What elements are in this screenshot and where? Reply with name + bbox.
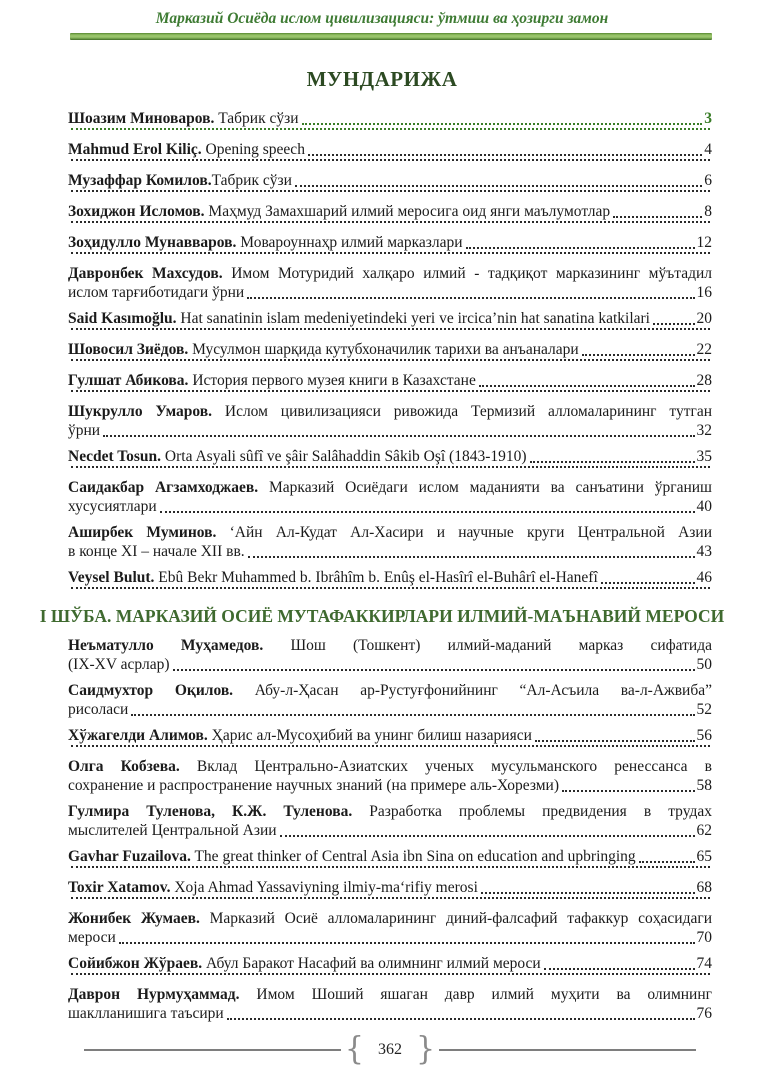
toc-entry-line2: [68, 1004, 712, 1023]
toc-entry-line: [68, 171, 712, 190]
toc-entry-title-continued: мероси: [68, 929, 116, 946]
dot-leader: [530, 461, 695, 463]
toc-entry: [68, 878, 712, 902]
toc-entry-line2: [68, 973, 712, 978]
dot-leader: [71, 745, 710, 747]
toc-entry: [68, 726, 712, 750]
toc-entry-text: [68, 265, 712, 282]
toc-entry-line: [68, 233, 712, 252]
toc-entry-title: Имом Мотуридий халқаро илмий - тадқиқот марказининг мўътадил: [231, 265, 713, 282]
toc-entry-page: 50: [696, 656, 712, 673]
toc-list: [68, 109, 712, 592]
toc-entry-author: Хўжагелди Алимов.: [68, 727, 208, 744]
toc-entry-author: Жонибек Жумаев.: [68, 910, 200, 927]
toc-entry-text: [68, 403, 712, 420]
toc-list-section1: [68, 636, 712, 1023]
footer-right-brace: }: [416, 1031, 436, 1068]
dot-leader: [71, 973, 710, 975]
toc-entry-author: Necdet Tosun.: [68, 448, 162, 465]
toc-entry-title: Opening speech: [205, 141, 305, 158]
page-number: 362: [378, 1041, 402, 1058]
toc-entry-text: [68, 171, 292, 190]
dot-leader: [295, 185, 702, 187]
dot-leader: [227, 1018, 695, 1020]
toc-entry: [68, 847, 712, 871]
toc-entry-page: 56: [696, 727, 712, 744]
toc-entry-line: [68, 447, 712, 466]
toc-entry-line2: [68, 283, 712, 302]
toc-entry-page: 70: [696, 929, 712, 946]
toc-entry-title: Ислом цивилизацияси ривожида Термизий алломаларининг тутган: [224, 403, 712, 420]
toc-entry-page: 4: [704, 141, 712, 158]
toc-entry-line: [68, 523, 712, 542]
dot-leader: [131, 714, 694, 716]
toc-entry-title-continued: ислом тарғиботидаги ўрни: [68, 284, 245, 301]
toc-entry-title-continued: рисоласи: [68, 701, 129, 718]
toc-entry-page: 12: [696, 234, 712, 251]
dot-leader: [481, 892, 695, 894]
toc-entry: [68, 402, 712, 440]
toc-entry: [68, 309, 712, 333]
toc-entry-line: [68, 264, 712, 283]
toc-entry-author: Саидакбар Агзамходжаев.: [68, 479, 259, 496]
toc-entry: [68, 171, 712, 195]
toc-entry: [68, 140, 712, 164]
dot-leader: [544, 968, 695, 970]
toc-entry-author: Зохиджон Исломов.: [68, 203, 205, 220]
toc-entry-page: 3: [704, 110, 712, 127]
toc-entry-line: [68, 985, 712, 1004]
toc-entry: [68, 109, 712, 133]
toc-entry-page: 58: [696, 777, 712, 794]
header-divider-bar: [70, 33, 712, 40]
toc-entry-title: Ҳарис ал-Мусоҳибий ва унинг билиш назарияси: [211, 727, 532, 744]
toc-entry-line2: [68, 587, 712, 592]
dot-leader: [71, 897, 710, 899]
toc-entry-text: [68, 309, 650, 328]
toc-entry-title: Имом Шоший яшаган давр илмий муҳити ва олимнинг: [256, 986, 713, 1003]
toc-entry-text: [68, 726, 532, 745]
toc-entry-text: [68, 202, 610, 221]
toc-entry-title-continued: ўрни: [68, 422, 101, 439]
toc-entry: [68, 636, 712, 674]
page-footer: [84, 1031, 696, 1068]
toc-entry-text: [68, 847, 636, 866]
toc-entry-author: Аширбек Муминов.: [68, 524, 217, 541]
toc-entry-title: Абу-л-Ҳасан ар-Рустуғфонийнинг “Ал-Асъила ва-л-Ажвиба”: [254, 682, 713, 699]
toc-entry-line: [68, 371, 712, 390]
toc-entry-line: [68, 478, 712, 497]
toc-entry-author: Саидмухтор Оқилов.: [68, 682, 234, 699]
dot-leader: [160, 511, 695, 513]
toc-entry-title: Мусулмон шарқида кутубхоначилик тарихи ва анъаналари: [192, 341, 579, 358]
toc-entry-line2: [68, 128, 712, 133]
toc-entry-text: [68, 447, 527, 466]
toc-entry: [68, 371, 712, 395]
toc-entry-line2: [68, 821, 712, 840]
footer-rule-left: [84, 1049, 341, 1051]
toc-entry-page: 46: [696, 569, 712, 586]
toc-entry-text: [68, 524, 712, 541]
dot-leader: [119, 942, 695, 944]
toc-entry-line: [68, 909, 712, 928]
toc-entry-text: [68, 878, 478, 897]
dot-leader: [71, 866, 710, 868]
toc-entry-line: [68, 109, 712, 128]
toc-entry-author: Давронбек Махсудов.: [68, 265, 223, 282]
toc-entry-title: Шош (Тошкент) илмий-маданий марказ сифатида: [290, 637, 712, 654]
toc-entry-title-continued: в конце XI – начале XII вв.: [68, 543, 245, 560]
toc-entry-line2: [68, 466, 712, 471]
toc-entry-author: Gavhar Fuzailova.: [68, 848, 191, 865]
dot-leader: [479, 385, 695, 387]
dot-leader: [71, 128, 710, 130]
toc-entry-line2: [68, 700, 712, 719]
toc-entry-title-continued: мыслителей Центральной Азии: [68, 822, 277, 839]
toc-entry-line2: [68, 359, 712, 364]
toc-entry-text: [68, 233, 463, 252]
toc-entry-title: Вклад Центрально-Азиатских ученых мусульманского ренессанса в: [196, 758, 712, 775]
toc-entry-title: Маҳмуд Замахшарий илмий меросига оид янги маълумотлар: [208, 203, 611, 220]
toc-entry-author: Даврон Нурмуҳаммад.: [68, 986, 240, 1003]
toc-entry: [68, 264, 712, 302]
toc-entry-author: Said Kasımoğlu.: [68, 310, 177, 327]
toc-entry: [68, 568, 712, 592]
toc-entry-title: Табрик сўзи: [218, 110, 299, 127]
toc-entry-title: Orta Asyali sûfî ve şâir Salâhaddin Sâkib Oşî (1843-1910): [164, 448, 527, 465]
toc-entry-page: 65: [696, 848, 712, 865]
dot-leader: [71, 359, 710, 361]
toc-entry-line2: [68, 897, 712, 902]
toc-entry-author: Музаффар Комилов.: [68, 172, 212, 189]
toc-entry: [68, 340, 712, 364]
toc-entry-line2: [68, 928, 712, 947]
toc-entry: [68, 802, 712, 840]
toc-entry-title: Ebû Bekr Muhammed b. Ibrâhîm b. Enûş el-Hasîrî el-Buhârî el-Hanefî: [158, 569, 598, 586]
toc-entry-line: [68, 954, 712, 973]
toc-entry: [68, 909, 712, 947]
dot-leader: [601, 582, 695, 584]
toc-entry-title: Xoja Ahmad Yassaviyning ilmiy-ma‘rifiy merosi: [174, 879, 478, 896]
dot-leader: [71, 328, 710, 330]
dot-leader: [562, 790, 695, 792]
toc-entry-title: История первого музея книги в Казахстане: [192, 372, 476, 389]
toc-entry-line2: [68, 776, 712, 795]
toc-entry-title: The great thinker of Central Asia ibn Sina on education and upbringing: [194, 848, 636, 865]
dot-leader: [71, 390, 710, 392]
toc-entry-author: Veysel Bulut.: [68, 569, 155, 586]
footer-rule-right: [439, 1049, 696, 1051]
dot-leader: [248, 556, 695, 558]
toc-entry-line: [68, 878, 712, 897]
toc-entry-author: Mahmud Erol Kiliç.: [68, 141, 202, 158]
dot-leader: [103, 435, 694, 437]
dot-leader: [71, 587, 710, 589]
toc-entry-title: Абул Баракот Насафий ва олимнинг илмий мероси: [206, 955, 541, 972]
toc-entry-title: Разработка проблемы предвидения в трудах: [369, 803, 713, 820]
toc-entry-author: Гулшат Абикова.: [68, 372, 189, 389]
dot-leader: [613, 216, 702, 218]
toc-entry-line2: [68, 421, 712, 440]
toc-entry-text: [68, 371, 476, 390]
toc-entry-page: 28: [696, 372, 712, 389]
toc-entry-page: 8: [704, 203, 712, 220]
toc-entry-line: [68, 140, 712, 159]
toc-entry-line: [68, 340, 712, 359]
toc-entry-page: 76: [696, 1005, 712, 1022]
toc-entry-page: 52: [696, 701, 712, 718]
dot-leader: [71, 252, 710, 254]
toc-entry-line2: [68, 190, 712, 195]
toc-entry-page: 22: [696, 341, 712, 358]
toc-entry-page: 20: [696, 310, 712, 327]
dot-leader: [582, 354, 695, 356]
toc-entry-title: Hat sanatinin islam medeniyetindeki yeri ve ircica’nin hat sanatina katkilari: [180, 310, 650, 327]
toc-entry-page: 32: [696, 422, 712, 439]
dot-leader: [280, 835, 695, 837]
toc-entry: [68, 478, 712, 516]
toc-entry-line2: [68, 252, 712, 257]
toc-entry-page: 68: [696, 879, 712, 896]
toc-entry-line2: [68, 542, 712, 561]
toc-entry-page: 40: [696, 498, 712, 515]
toc-entry-line2: [68, 328, 712, 333]
toc-entry-author: Toxir Xatamov.: [68, 879, 171, 896]
toc-entry: [68, 523, 712, 561]
toc-entry: [68, 202, 712, 226]
toc-entry-author: Шоазим Миноваров.: [68, 110, 215, 127]
dot-leader: [639, 861, 695, 863]
toc-entry-author: Олга Кобзева.: [68, 758, 180, 775]
toc-entry-line2: [68, 655, 712, 674]
toc-entry-page: 16: [696, 284, 712, 301]
toc-entry: [68, 447, 712, 471]
toc-entry: [68, 954, 712, 978]
toc-entry-text: [68, 954, 541, 973]
toc-entry-line2: [68, 866, 712, 871]
toc-entry-text: [68, 986, 712, 1003]
toc-entry-text: [68, 637, 712, 654]
toc-entry-line2: [68, 745, 712, 750]
toc-entry-line: [68, 568, 712, 587]
toc-entry-title: ‘Айн Ал-Кудат Ал-Хасири и научные круги Центральной Азии: [229, 524, 713, 541]
dot-leader: [71, 159, 710, 161]
toc-entry-line: [68, 202, 712, 221]
toc-entry-page: 35: [696, 448, 712, 465]
toc-entry-line: [68, 726, 712, 745]
footer-left-brace: {: [344, 1031, 364, 1068]
page-title: МУНДАРИЖА: [306, 67, 458, 91]
toc-entry-page: 74: [696, 955, 712, 972]
toc-entry: [68, 681, 712, 719]
toc-entry-text: [68, 109, 299, 128]
toc-entry-title-continued: (IX-XV асрлар): [68, 656, 170, 673]
toc-entry-page: 43: [696, 543, 712, 560]
toc-entry-text: [68, 479, 712, 496]
toc-entry-text: [68, 758, 712, 775]
dot-leader: [247, 297, 694, 299]
toc-entry-line: [68, 309, 712, 328]
toc-entry-title: Табрик сўзи: [211, 172, 292, 189]
toc-entry: [68, 757, 712, 795]
toc-entry-author: Шукрулло Умаров.: [68, 403, 213, 420]
toc-entry-line2: [68, 497, 712, 516]
toc-entry-text: [68, 568, 598, 587]
toc-entry: [68, 985, 712, 1023]
toc-entry-line2: [68, 390, 712, 395]
toc-entry: [68, 233, 712, 257]
toc-entry-line: [68, 757, 712, 776]
toc-entry-author: Гулмира Туленова, К.Ж. Туленова.: [68, 803, 353, 820]
section-heading: І ШЎБА. МАРКАЗИЙ ОСИЁ МУТАФАККИРЛАРИ ИЛМИЙ-МАЪНАВИЙ МЕРОСИ: [39, 606, 725, 626]
dot-leader: [71, 221, 710, 223]
toc-entry-text: [68, 140, 305, 159]
toc-entry-author: Неъматулло Муҳамедов.: [68, 637, 264, 654]
dot-leader: [302, 123, 703, 125]
toc-entry-title-continued: шаклланишига таъсири: [68, 1005, 224, 1022]
toc-entry-page: 6: [704, 172, 712, 189]
toc-entry-line: [68, 802, 712, 821]
toc-entry-text: [68, 340, 579, 359]
dot-leader: [308, 154, 702, 156]
toc-entry-line2: [68, 221, 712, 226]
toc-entry-title: Марказий Осиё алломаларининг диний-фалсафий тафаккур соҳасидаги: [209, 910, 713, 927]
dot-leader: [71, 466, 710, 468]
dot-leader: [535, 740, 695, 742]
dot-leader: [466, 247, 695, 249]
toc-entry-title-continued: хусусиятлари: [68, 498, 157, 515]
toc-entry-line: [68, 636, 712, 655]
toc-entry-line: [68, 402, 712, 421]
dot-leader: [71, 190, 710, 192]
running-header-title: Марказий Осиёда ислом цивилизацияси: ўтмиш ва ҳозирги замон: [155, 10, 609, 27]
dot-leader: [173, 669, 695, 671]
toc-entry-line: [68, 847, 712, 866]
toc-entry-title-continued: сохранение и распространение научных знаний (на примере аль-Хорезми): [68, 777, 559, 794]
dot-leader: [653, 323, 695, 325]
toc-entry-author: Сойибжон Жўраев.: [68, 955, 203, 972]
toc-entry-line2: [68, 159, 712, 164]
toc-entry-text: [68, 803, 712, 820]
toc-entry-text: [68, 910, 712, 927]
toc-entry-text: [68, 682, 712, 699]
toc-entry-author: Шовосил Зиёдов.: [68, 341, 189, 358]
toc-entry-title: Марказий Осиёдаги ислом маданияти ва санъатини ўрганиш: [269, 479, 712, 496]
toc-entry-author: Зоҳидулло Мунавваров.: [68, 234, 237, 251]
toc-entry-line: [68, 681, 712, 700]
toc-entry-page: 62: [696, 822, 712, 839]
toc-entry-title: Мовароуннаҳр илмий марказлари: [240, 234, 463, 251]
